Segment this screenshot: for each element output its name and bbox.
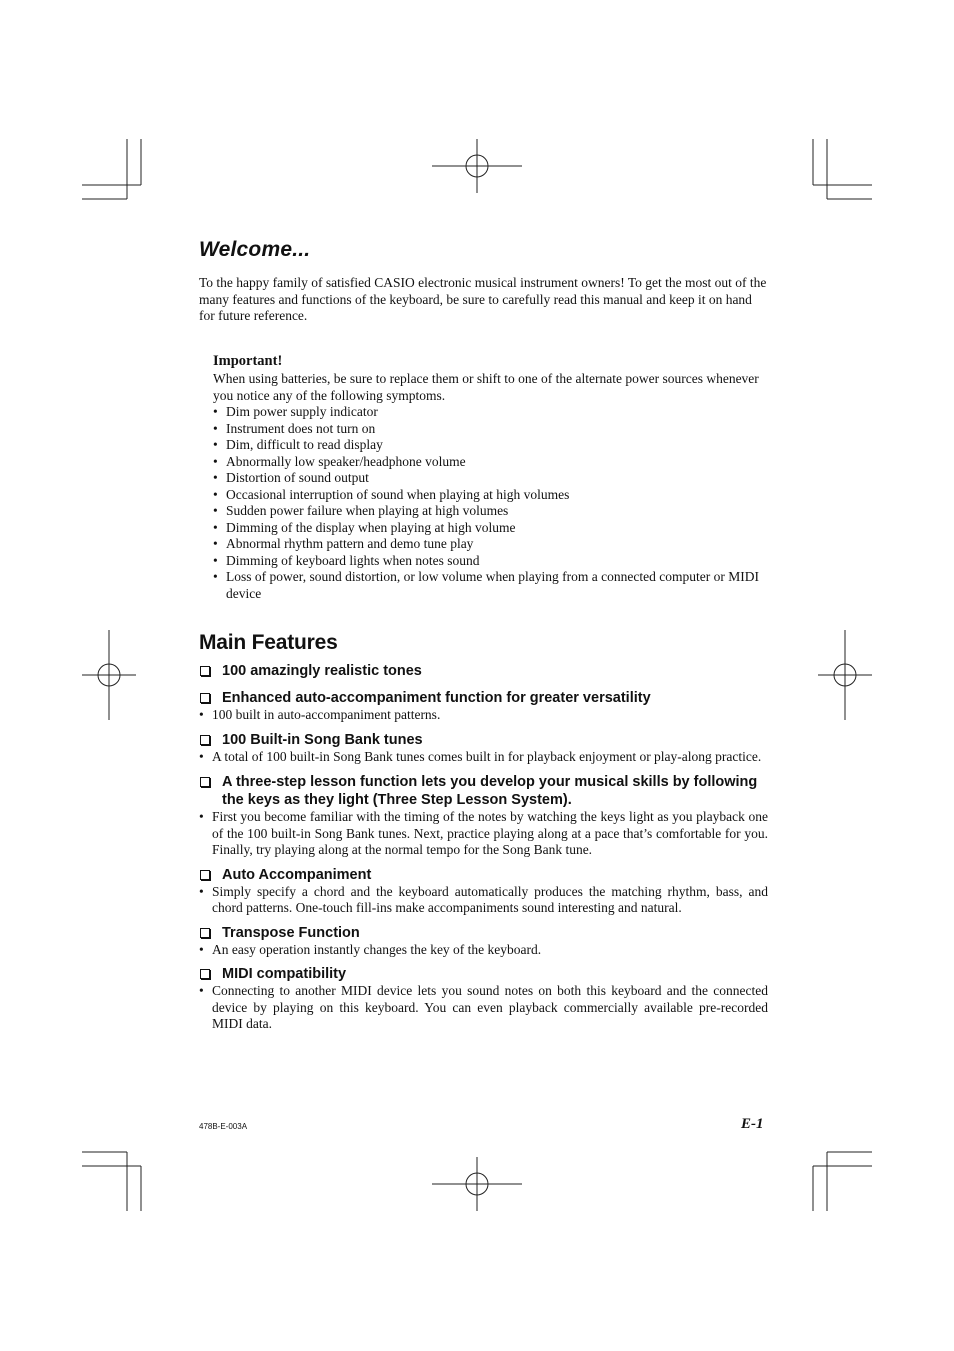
checkbox-icon: [200, 969, 210, 979]
feature-item: [199, 731, 768, 766]
feature-item: [199, 965, 768, 1033]
symptom-list: [213, 404, 768, 602]
checkbox-icon: [200, 870, 210, 880]
feature-item: [199, 662, 768, 680]
feature-body: • Simply specify a chord and the keyboard automatically produces the matching rhythm, bass, and chord patterns. One-touch fill-ins make accompaniments sound interesting and natural.: [199, 884, 768, 917]
feature-heading: MIDI compatibility: [222, 966, 347, 982]
checkbox-icon: [200, 693, 210, 703]
list-item: • Loss of power, sound distortion, or low volume when playing from a connected computer or MIDI device: [213, 569, 768, 602]
list-item: • Dimming of keyboard lights when notes sound: [213, 553, 768, 570]
feature-body: • 100 built in auto-accompaniment patterns.: [199, 707, 768, 724]
main-features-title: Main Features: [199, 631, 338, 654]
feature-item: [199, 924, 768, 959]
feature-heading: Transpose Function: [222, 924, 360, 941]
page-number: E-1: [741, 1116, 764, 1132]
feature-heading: A three-step lesson function lets you develop your musical skills by following the keys as they light (Three Step Lesson System).: [222, 774, 758, 808]
feature-heading: Enhanced auto-accompaniment function for greater versatility: [222, 690, 651, 706]
checkbox-icon: [200, 666, 210, 676]
list-item: • Abnormally low speaker/headphone volume: [213, 454, 768, 471]
list-item: • Instrument does not turn on: [213, 421, 768, 438]
feature-item: [199, 689, 768, 724]
list-item: • Dim power supply indicator: [213, 404, 768, 421]
important-notice: [213, 353, 768, 603]
feature-heading: 100 amazingly realistic tones: [222, 663, 422, 679]
list-item: • Sudden power failure when playing at high volumes: [213, 503, 768, 520]
list-item: • Dim, difficult to read display: [213, 437, 768, 454]
feature-heading: 100 Built-in Song Bank tunes: [222, 731, 423, 748]
feature-body: • An easy operation instantly changes the key of the keyboard.: [199, 942, 768, 959]
feature-body: • A total of 100 built-in Song Bank tunes comes built in for playback enjoyment or play-along practice.: [199, 749, 768, 766]
list-item: • Occasional interruption of sound when playing at high volumes: [213, 487, 768, 504]
feature-body: • First you become familiar with the timing of the notes by watching the keys light as you playback one of the 100 built-in Song Bank tunes. Next, practice playing along at a pace that’s comfortable for you. Finally, try playing along at the normal tempo for the Song Bank tune.: [199, 809, 768, 859]
welcome-intro: To the happy family of satisfied CASIO electronic musical instrument owners! To get the most out of the many features and functions of the keyboard, be sure to carefully read this manual and keep it on hand for future reference.: [199, 275, 767, 323]
page-content: [199, 238, 768, 1033]
list-item: • Abnormal rhythm pattern and demo tune play: [213, 536, 768, 553]
feature-body: • Connecting to another MIDI device lets you sound notes on both this keyboard and the connected device by playing on this keyboard. You can even playback commercially available pre-recorded MIDI data.: [199, 983, 768, 1033]
checkbox-icon: [200, 928, 210, 938]
feature-item: [199, 773, 768, 859]
important-heading: Important!: [213, 352, 283, 369]
list-item: • Dimming of the display when playing at high volume: [213, 520, 768, 537]
list-item: • Distortion of sound output: [213, 470, 768, 487]
feature-heading: Auto Accompaniment: [222, 866, 372, 883]
checkbox-icon: [200, 735, 210, 745]
welcome-title: Welcome...: [199, 238, 311, 261]
checkbox-icon: [200, 777, 210, 787]
feature-item: [199, 866, 768, 917]
document-code: 478B-E-003A: [199, 1122, 248, 1131]
important-text: When using batteries, be sure to replace them or shift to one of the alternate power sources whenever you notice any of the following symptoms.: [213, 371, 759, 403]
